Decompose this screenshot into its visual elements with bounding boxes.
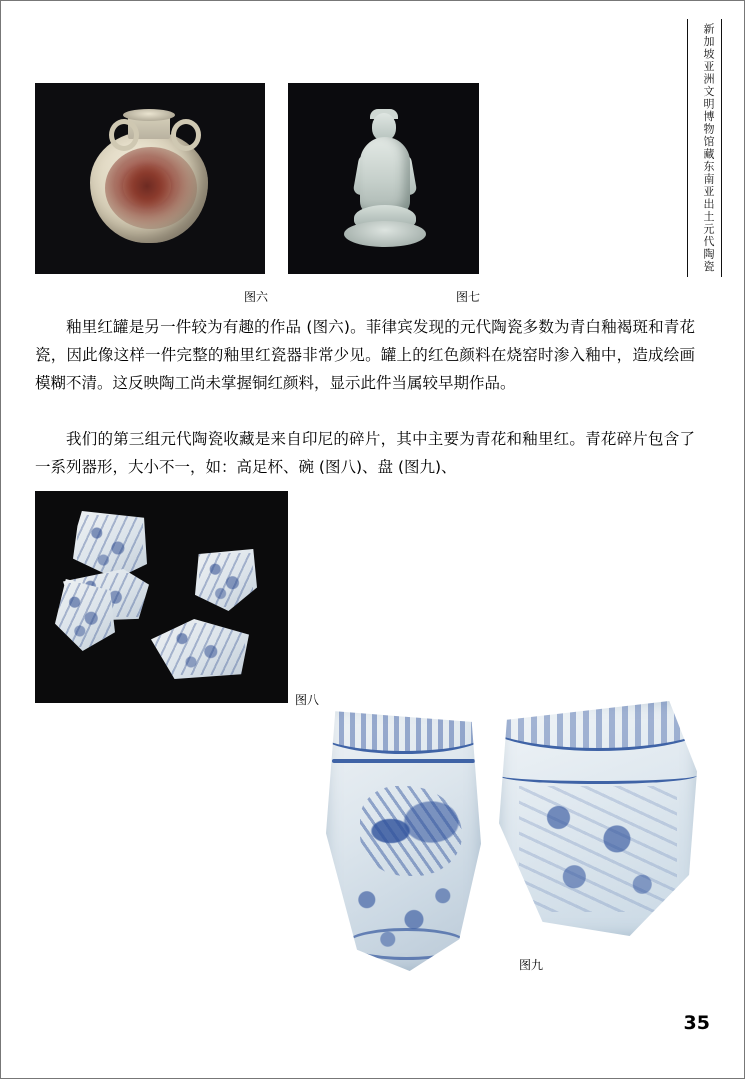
plate-rim-border <box>326 709 481 754</box>
figure-8-caption: 图八 <box>295 693 320 707</box>
jar-flower-motif <box>123 165 171 207</box>
figure-9-plate-sherd-right <box>499 701 697 936</box>
paragraph-2 <box>35 425 695 481</box>
paragraph-1-text: 釉里红罐是另一件较为有趣的作品 (图六)。菲律宾发现的元代陶瓷多数为青白釉褐斑和青花瓷，因此像这样一件完整的釉里红瓷器非常少见。罐上的红色颜料在烧窑时渗入釉中，造成绘画模糊不清。这反映陶工尚未掌握铜红颜料，显示此件当属较早期作品。 <box>35 318 695 392</box>
sherd-4-decoration <box>199 553 253 607</box>
sherd-3 <box>55 579 115 651</box>
running-head-rule-left <box>687 19 688 277</box>
sherd-1 <box>73 511 147 579</box>
sherd-1-decoration <box>77 515 143 575</box>
plate-foot-ring <box>345 928 469 961</box>
page-number: 35 <box>683 1012 710 1034</box>
figure-6-photo <box>35 83 265 274</box>
plate-inner-arc <box>499 767 697 784</box>
paragraph-2-text: 我们的第三组元代陶瓷收藏是来自印尼的碎片，其中主要为青花和釉里红。青花碎片包含了一系列器形，大小不一，如：高足杯、碗 (图八)、盘 (图九)、 <box>35 430 695 476</box>
plate-rim-band <box>499 701 697 751</box>
plate-floral-medallion <box>519 786 677 913</box>
figurine-lotus-base <box>344 221 426 247</box>
figurine-body <box>360 137 410 215</box>
jar-loop-handle-right <box>171 119 201 151</box>
running-head: 新加坡亚洲文明博物馆藏东南亚出土元代陶瓷 <box>702 23 715 273</box>
figure-6-caption: 图六 <box>244 290 269 304</box>
figure-8-photo <box>35 491 288 703</box>
jar-rim <box>123 109 175 121</box>
plate-phoenix-motif <box>360 786 462 876</box>
figure-9-plate-sherd-left <box>326 706 481 971</box>
paragraph-1 <box>35 313 695 397</box>
figure-7-photo <box>288 83 479 274</box>
sherd-3-decoration <box>59 583 111 647</box>
guanyin-figurine <box>350 109 420 244</box>
jar-loop-handle-left <box>109 119 139 151</box>
figure-9-caption: 图九 <box>519 958 544 972</box>
running-head-rule-right <box>721 19 722 277</box>
plate-band <box>332 759 475 763</box>
sherd-5-decoration <box>155 623 245 675</box>
figure-7-caption: 图七 <box>456 290 481 304</box>
sherd-4 <box>195 549 257 611</box>
sherd-5 <box>151 619 249 679</box>
